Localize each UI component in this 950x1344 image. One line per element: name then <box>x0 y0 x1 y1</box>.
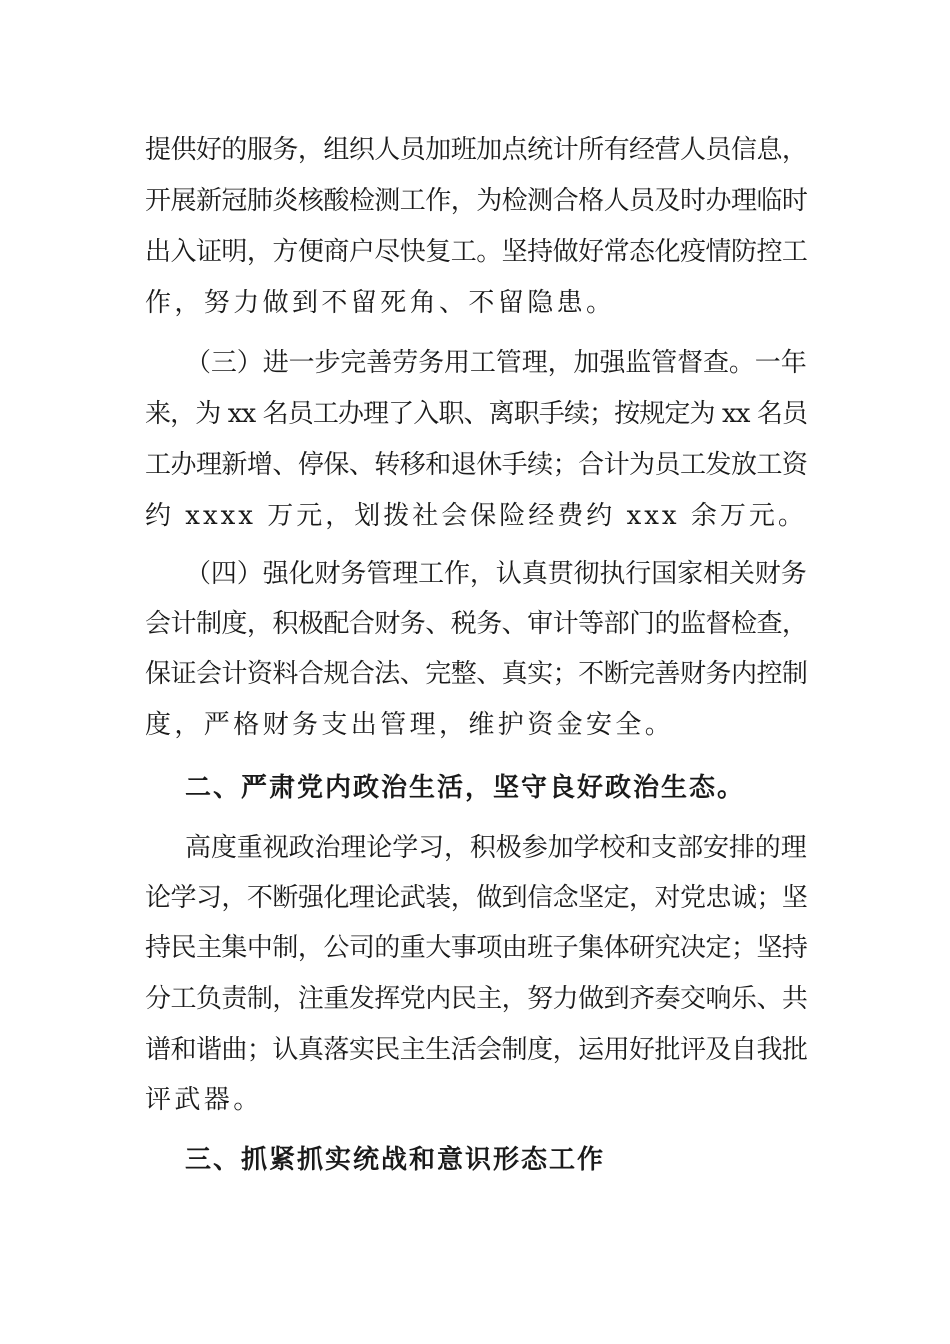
paragraph-2-line-4: 约 xxxx 万元，划拨社会保险经费约 xxx 余万元。 <box>145 501 807 531</box>
paragraph-4-line-6: 评武器。 <box>145 1085 263 1115</box>
paragraph-4-line-3: 持民主集中制，公司的重大事项由班子集体研究决定；坚持 <box>145 933 807 963</box>
paragraph-1-line-3: 出入证明，方便商户尽快复工。坚持做好常态化疫情防控工 <box>145 237 807 267</box>
paragraph-3-line-4: 度，严格财务支出管理，维护资金安全。 <box>145 710 675 740</box>
paragraph-4-line-1: 高度重视政治理论学习，积极参加学校和支部安排的理 <box>185 833 807 863</box>
section-heading-3: 三、抓紧抓实统战和意识形态工作 <box>185 1145 606 1175</box>
paragraph-2-line-2: 来，为 xx 名员工办理了入职、离职手续；按规定为 xx 名员 <box>145 399 807 429</box>
paragraph-4-line-5: 谱和谐曲；认真落实民主生活会制度，运用好批评及自我批 <box>145 1035 807 1065</box>
paragraph-4-line-2: 论学习，不断强化理论武装，做到信念坚定，对党忠诚；坚 <box>145 883 807 913</box>
section-heading-2: 二、严肃党内政治生活，坚守良好政治生态。 <box>185 773 746 803</box>
paragraph-3-line-2: 会计制度，积极配合财务、税务、审计等部门的监督检查， <box>145 609 807 639</box>
paragraph-1-line-1: 提供好的服务，组织人员加班加点统计所有经营人员信息， <box>145 135 807 165</box>
paragraph-2-line-1: （三）进一步完善劳务用工管理，加强监管督查。一年 <box>185 348 807 378</box>
paragraph-2-line-3: 工办理新增、停保、转移和退休手续；合计为员工发放工资 <box>145 450 807 480</box>
paragraph-1-line-2: 开展新冠肺炎核酸检测工作，为检测合格人员及时办理临时 <box>145 186 807 216</box>
paragraph-3-line-3: 保证会计资料合规合法、完整、真实；不断完善财务内控制 <box>145 659 807 689</box>
paragraph-3-line-1: （四）强化财务管理工作，认真贯彻执行国家相关财务 <box>185 559 807 589</box>
paragraph-1-line-4: 作，努力做到不留死角、不留隐患。 <box>145 288 616 318</box>
paragraph-4-line-4: 分工负责制，注重发挥党内民主，努力做到齐奏交响乐、共 <box>145 984 807 1014</box>
